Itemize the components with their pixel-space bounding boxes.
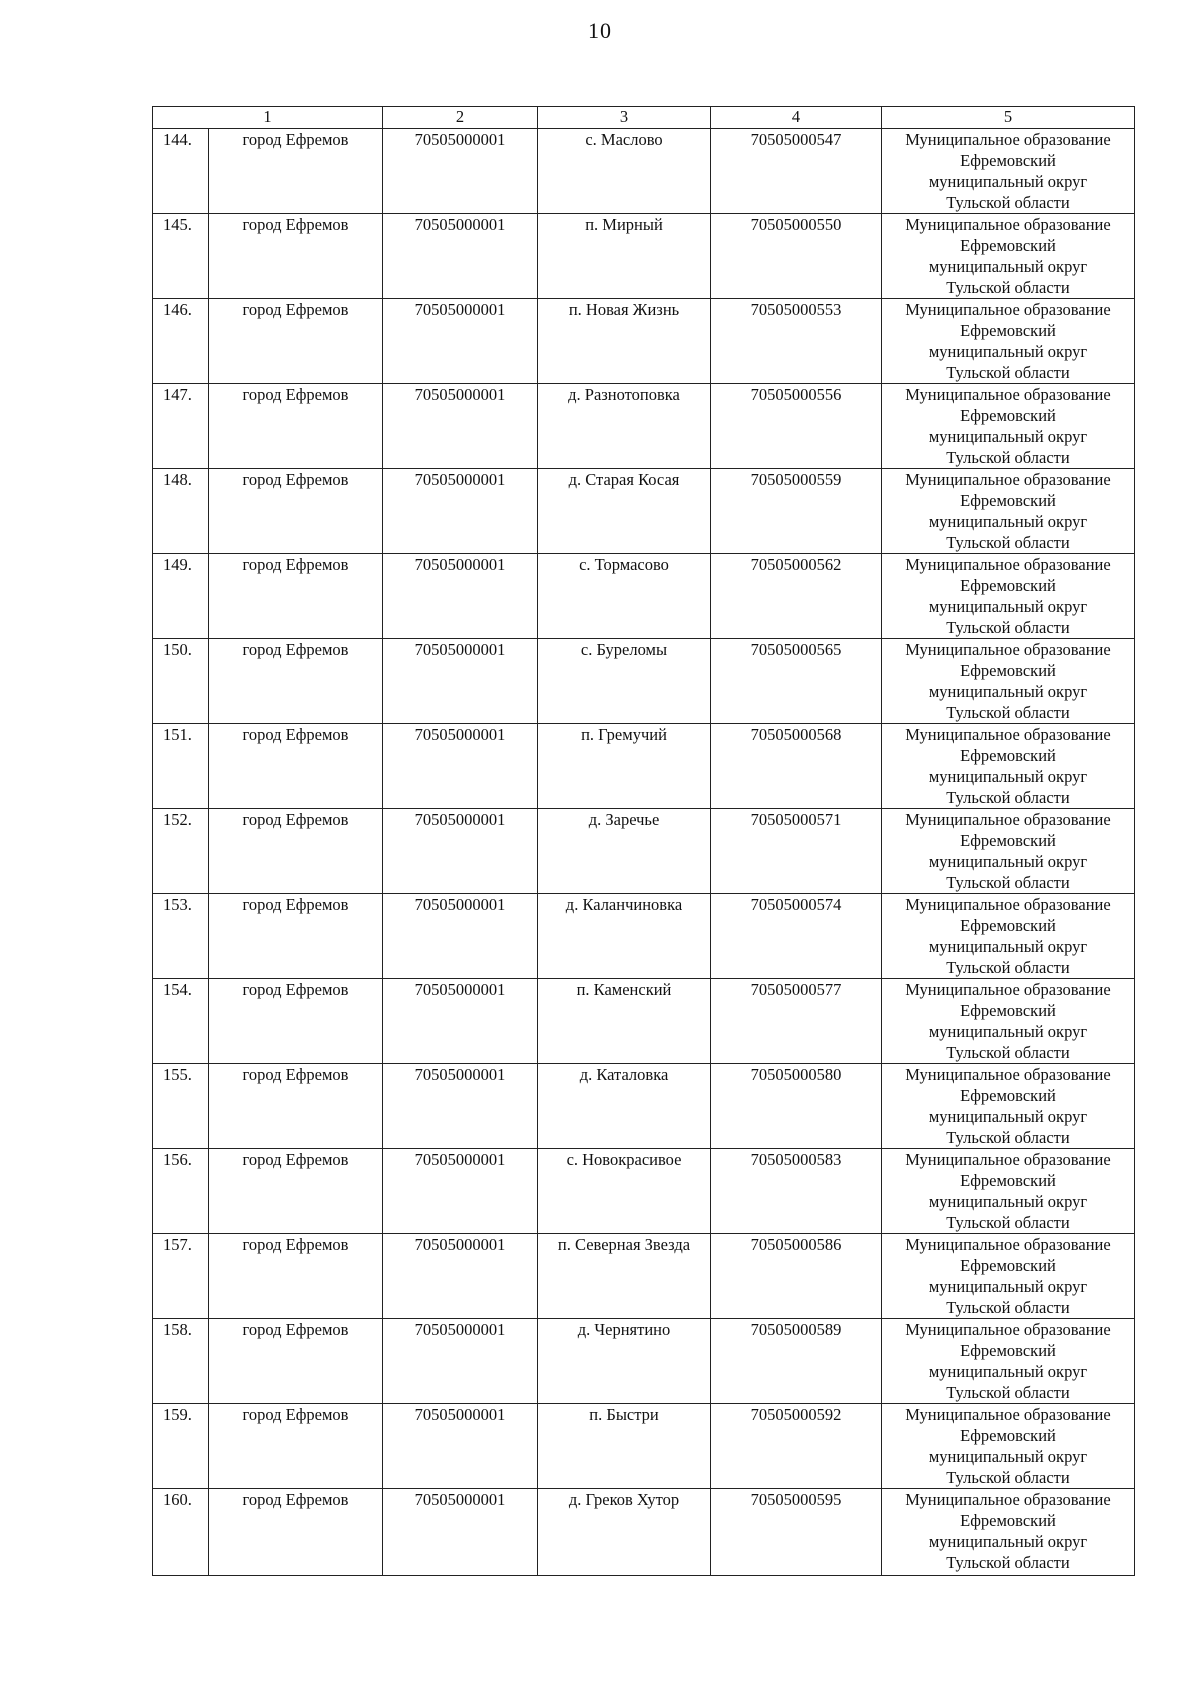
locality-code: 70505000583 <box>711 1149 882 1234</box>
locality-code: 70505000592 <box>711 1404 882 1489</box>
city-code: 70505000001 <box>383 1149 538 1234</box>
locality-name: д. Греков Хутор <box>538 1489 711 1576</box>
localities-table <box>152 106 1135 1576</box>
city-name: город Ефремов <box>209 384 383 469</box>
locality-code: 70505000556 <box>711 384 882 469</box>
city-name: город Ефремов <box>209 809 383 894</box>
municipality-name-line: муниципальный округ <box>928 1362 1088 1381</box>
locality-code: 70505000574 <box>711 894 882 979</box>
row-number: 157. <box>153 1234 209 1319</box>
municipality-name-line: Ефремовский <box>960 1426 1056 1445</box>
locality-name: д. Чернятино <box>538 1319 711 1404</box>
municipality-name-line: Муниципальное образование <box>905 725 1111 744</box>
city-code: 70505000001 <box>383 639 538 724</box>
city-code: 70505000001 <box>383 469 538 554</box>
locality-name: д. Старая Косая <box>538 469 711 554</box>
table-row <box>153 554 1135 639</box>
municipality-name-line: Муниципальное образование <box>905 1405 1111 1424</box>
city-code: 70505000001 <box>383 1404 538 1489</box>
municipality-name-line: Муниципальное образование <box>905 215 1111 234</box>
locality-name: п. Каменский <box>538 979 711 1064</box>
municipality-name-line: Ефремовский <box>960 406 1056 425</box>
municipality-name-line: Муниципальное образование <box>905 555 1111 574</box>
municipality-name <box>882 214 1135 299</box>
municipality-name <box>882 1404 1135 1489</box>
row-number: 151. <box>153 724 209 809</box>
municipality-name-line: Муниципальное образование <box>905 980 1111 999</box>
municipality-name-line: муниципальный округ <box>928 1107 1088 1126</box>
page-number: 10 <box>588 18 612 43</box>
municipality-name-line: Ефремовский <box>960 1341 1056 1360</box>
city-code: 70505000001 <box>383 809 538 894</box>
row-number: 148. <box>153 469 209 554</box>
municipality-name-line: Муниципальное образование <box>905 385 1111 404</box>
municipality-name-line: Тульской области <box>946 618 1070 637</box>
municipality-name <box>882 639 1135 724</box>
city-code: 70505000001 <box>383 129 538 214</box>
locality-name: с. Тормасово <box>538 554 711 639</box>
city-name: город Ефремов <box>209 129 383 214</box>
locality-name: д. Заречье <box>538 809 711 894</box>
locality-code: 70505000595 <box>711 1489 882 1576</box>
municipality-name <box>882 554 1135 639</box>
municipality-name <box>882 469 1135 554</box>
municipality-name-line: Ефремовский <box>960 576 1056 595</box>
city-name: город Ефремов <box>209 894 383 979</box>
municipality-name-line: муниципальный округ <box>928 767 1088 786</box>
header-col-2: 2 <box>383 107 538 129</box>
city-code: 70505000001 <box>383 1319 538 1404</box>
locality-name: п. Мирный <box>538 214 711 299</box>
city-name: город Ефремов <box>209 724 383 809</box>
municipality-name-line: муниципальный округ <box>928 1447 1088 1466</box>
city-name: город Ефремов <box>209 1489 383 1576</box>
locality-code: 70505000547 <box>711 129 882 214</box>
municipality-name-line: Тульской области <box>946 1043 1070 1062</box>
municipality-name <box>882 1489 1135 1576</box>
municipality-name <box>882 1234 1135 1319</box>
municipality-name-line: муниципальный округ <box>928 1532 1088 1551</box>
municipality-name <box>882 979 1135 1064</box>
municipality-name-line: Тульской области <box>946 788 1070 807</box>
table-row <box>153 1064 1135 1149</box>
table-row <box>153 639 1135 724</box>
locality-code: 70505000550 <box>711 214 882 299</box>
municipality-name-line: муниципальный округ <box>928 342 1088 361</box>
table-row <box>153 1404 1135 1489</box>
header-col-3: 3 <box>538 107 711 129</box>
municipality-name-line: муниципальный округ <box>928 1192 1088 1211</box>
row-number: 144. <box>153 129 209 214</box>
row-number: 153. <box>153 894 209 979</box>
locality-code: 70505000571 <box>711 809 882 894</box>
table-row <box>153 214 1135 299</box>
municipality-name-line: Муниципальное образование <box>905 1235 1111 1254</box>
municipality-name-line: Тульской области <box>946 873 1070 892</box>
table-body <box>153 129 1135 1576</box>
row-number: 146. <box>153 299 209 384</box>
municipality-name-line: муниципальный округ <box>928 852 1088 871</box>
table-row <box>153 1319 1135 1404</box>
municipality-name-line: Тульской области <box>946 1298 1070 1317</box>
municipality-name <box>882 1149 1135 1234</box>
city-code: 70505000001 <box>383 979 538 1064</box>
header-col-1: 1 <box>153 107 383 129</box>
row-number: 147. <box>153 384 209 469</box>
municipality-name <box>882 809 1135 894</box>
city-code: 70505000001 <box>383 1489 538 1576</box>
locality-name: п. Быстри <box>538 1404 711 1489</box>
municipality-name-line: Ефремовский <box>960 746 1056 765</box>
municipality-name-line: муниципальный округ <box>928 682 1088 701</box>
locality-code: 70505000565 <box>711 639 882 724</box>
city-name: город Ефремов <box>209 1149 383 1234</box>
locality-code: 70505000589 <box>711 1319 882 1404</box>
locality-name: с. Маслово <box>538 129 711 214</box>
municipality-name-line: Ефремовский <box>960 491 1056 510</box>
municipality-name-line: Тульской области <box>946 363 1070 382</box>
municipality-name-line: Муниципальное образование <box>905 1320 1111 1339</box>
municipality-name <box>882 384 1135 469</box>
municipality-name-line: Тульской области <box>946 1213 1070 1232</box>
city-code: 70505000001 <box>383 894 538 979</box>
locality-name: п. Гремучий <box>538 724 711 809</box>
municipality-name-line: Тульской области <box>946 278 1070 297</box>
city-name: город Ефремов <box>209 639 383 724</box>
municipality-name-line: Ефремовский <box>960 661 1056 680</box>
row-number: 160. <box>153 1489 209 1576</box>
city-name: город Ефремов <box>209 299 383 384</box>
row-number: 156. <box>153 1149 209 1234</box>
city-name: город Ефремов <box>209 979 383 1064</box>
municipality-name-line: Ефремовский <box>960 1001 1056 1020</box>
municipality-name-line: Муниципальное образование <box>905 470 1111 489</box>
municipality-name-line: муниципальный округ <box>928 597 1088 616</box>
municipality-name-line: Ефремовский <box>960 1171 1056 1190</box>
table-row <box>153 384 1135 469</box>
municipality-name <box>882 1064 1135 1149</box>
city-code: 70505000001 <box>383 724 538 809</box>
municipality-name-line: Тульской области <box>946 958 1070 977</box>
table-row <box>153 299 1135 384</box>
municipality-name <box>882 299 1135 384</box>
table-row <box>153 1149 1135 1234</box>
locality-name: с. Буреломы <box>538 639 711 724</box>
municipality-name-line: Ефремовский <box>960 831 1056 850</box>
city-code: 70505000001 <box>383 554 538 639</box>
municipality-name-line: Муниципальное образование <box>905 1065 1111 1084</box>
municipality-name-line: муниципальный округ <box>928 1277 1088 1296</box>
locality-code: 70505000586 <box>711 1234 882 1319</box>
table-row <box>153 469 1135 554</box>
locality-name: п. Новая Жизнь <box>538 299 711 384</box>
table-row <box>153 129 1135 214</box>
municipality-name-line: Тульской области <box>946 703 1070 722</box>
municipality-name-line: Ефремовский <box>960 916 1056 935</box>
city-code: 70505000001 <box>383 1064 538 1149</box>
row-number: 154. <box>153 979 209 1064</box>
city-name: город Ефремов <box>209 1234 383 1319</box>
municipality-name <box>882 724 1135 809</box>
locality-name: д. Разнотоповка <box>538 384 711 469</box>
municipality-name-line: Тульской области <box>946 1468 1070 1487</box>
row-number: 145. <box>153 214 209 299</box>
city-name: город Ефремов <box>209 554 383 639</box>
table-row <box>153 979 1135 1064</box>
municipality-name-line: муниципальный округ <box>928 427 1088 446</box>
municipality-name-line: Ефремовский <box>960 236 1056 255</box>
municipality-name-line: Тульской области <box>946 193 1070 212</box>
municipality-name-line: Тульской области <box>946 1128 1070 1147</box>
municipality-name-line: Тульской области <box>946 448 1070 467</box>
city-name: город Ефремов <box>209 1064 383 1149</box>
municipality-name-line: муниципальный округ <box>928 172 1088 191</box>
row-number: 150. <box>153 639 209 724</box>
locality-name: д. Каланчиновка <box>538 894 711 979</box>
municipality-name-line: Муниципальное образование <box>905 895 1111 914</box>
header-col-5: 5 <box>882 107 1135 129</box>
city-name: город Ефремов <box>209 214 383 299</box>
row-number: 152. <box>153 809 209 894</box>
municipality-name-line: Муниципальное образование <box>905 1490 1111 1509</box>
municipality-name-line: Тульской области <box>946 1553 1070 1572</box>
municipality-name-line: Муниципальное образование <box>905 130 1111 149</box>
table-row <box>153 809 1135 894</box>
row-number: 149. <box>153 554 209 639</box>
municipality-name-line: Ефремовский <box>960 1086 1056 1105</box>
table-row <box>153 724 1135 809</box>
municipality-name-line: Тульской области <box>946 1383 1070 1402</box>
table-row <box>153 1489 1135 1576</box>
municipality-name-line: муниципальный округ <box>928 1022 1088 1041</box>
header-col-4: 4 <box>711 107 882 129</box>
municipality-name-line: Ефремовский <box>960 1511 1056 1530</box>
municipality-name-line: муниципальный округ <box>928 512 1088 531</box>
municipality-name <box>882 894 1135 979</box>
city-code: 70505000001 <box>383 299 538 384</box>
row-number: 155. <box>153 1064 209 1149</box>
city-code: 70505000001 <box>383 214 538 299</box>
municipality-name-line: Муниципальное образование <box>905 640 1111 659</box>
municipality-name-line: Ефремовский <box>960 1256 1056 1275</box>
city-name: город Ефремов <box>209 469 383 554</box>
municipality-name <box>882 129 1135 214</box>
locality-code: 70505000553 <box>711 299 882 384</box>
locality-name: п. Северная Звезда <box>538 1234 711 1319</box>
municipality-name-line: муниципальный округ <box>928 257 1088 276</box>
locality-name: с. Новокрасивое <box>538 1149 711 1234</box>
municipality-name-line: муниципальный округ <box>928 937 1088 956</box>
table-row <box>153 1234 1135 1319</box>
row-number: 159. <box>153 1404 209 1489</box>
locality-code: 70505000577 <box>711 979 882 1064</box>
locality-code: 70505000562 <box>711 554 882 639</box>
locality-code: 70505000580 <box>711 1064 882 1149</box>
city-name: город Ефремов <box>209 1404 383 1489</box>
municipality-name-line: Ефремовский <box>960 321 1056 340</box>
municipality-name <box>882 1319 1135 1404</box>
municipality-name-line: Ефремовский <box>960 151 1056 170</box>
city-code: 70505000001 <box>383 384 538 469</box>
city-name: город Ефремов <box>209 1319 383 1404</box>
table-header-row <box>153 107 1135 129</box>
municipality-name-line: Тульской области <box>946 533 1070 552</box>
city-code: 70505000001 <box>383 1234 538 1319</box>
row-number: 158. <box>153 1319 209 1404</box>
locality-code: 70505000568 <box>711 724 882 809</box>
locality-code: 70505000559 <box>711 469 882 554</box>
locality-name: д. Каталовка <box>538 1064 711 1149</box>
table-row <box>153 894 1135 979</box>
municipality-name-line: Муниципальное образование <box>905 810 1111 829</box>
municipality-name-line: Муниципальное образование <box>905 300 1111 319</box>
municipality-name-line: Муниципальное образование <box>905 1150 1111 1169</box>
